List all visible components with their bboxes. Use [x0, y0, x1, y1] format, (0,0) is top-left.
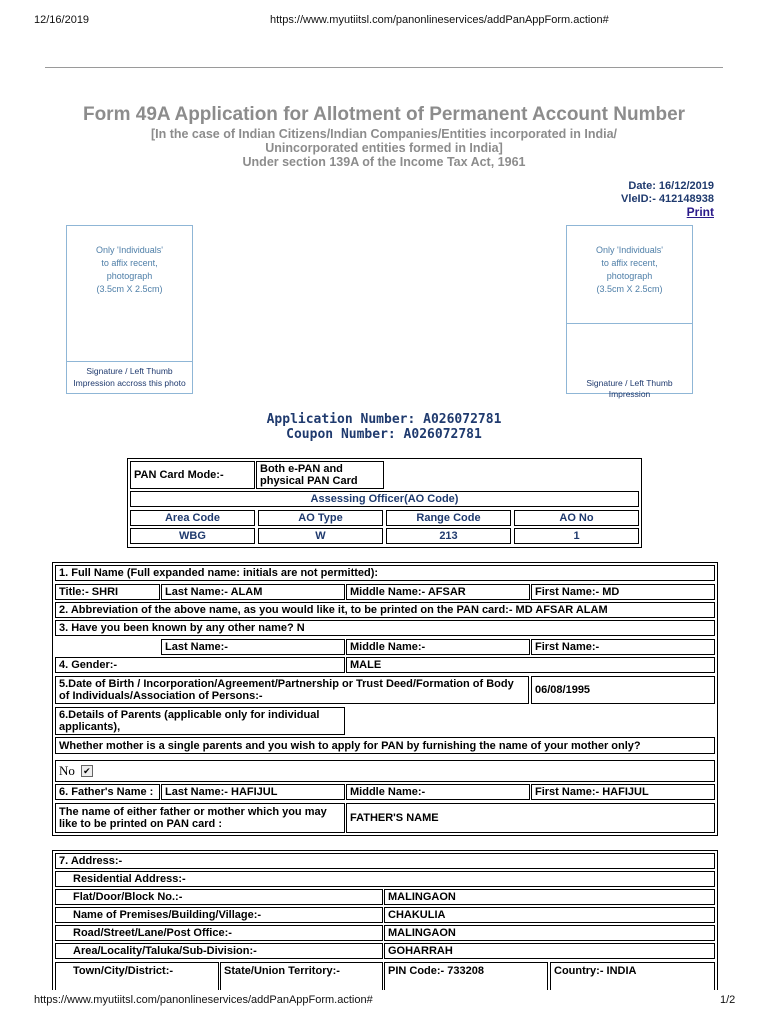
ao-value-ao-type: W	[258, 528, 383, 544]
left-photo-line-1: Only 'Individuals'	[96, 245, 163, 255]
q4-gender-value: MALE	[346, 657, 715, 673]
ao-header-area-code: Area Code	[130, 510, 255, 526]
single-parent-question: Whether mother is a single parents and you wish to apply for PAN by furnishing the name of your mother only?	[55, 737, 715, 754]
form-subtitle-3: Under section 139A of the Income Tax Act, 1961	[242, 155, 526, 169]
left-sig-line-1: Signature / Left Thumb	[86, 366, 173, 376]
title-field: Title:- SHRI	[55, 584, 160, 600]
q3-other-name: 3. Have you been known by any other name? N	[55, 620, 715, 636]
footer-url: https://www.myutiitsl.com/panonlineservices/addPanAppForm.action#	[34, 994, 373, 1006]
ao-header-ao-no: AO No	[514, 510, 639, 526]
first-name-field: First Name:- MD	[531, 584, 715, 600]
father-middle-name: Middle Name:-	[346, 784, 530, 800]
left-sig-line-2: Impression accross this photo	[73, 378, 186, 388]
pan-mode-value: Both e-PAN and physical PAN Card	[256, 461, 384, 489]
q1-full-name: 1. Full Name (Full expanded name: initials are not permitted):	[55, 565, 715, 581]
date-vleid-block	[621, 180, 714, 220]
ao-header-range-code: Range Code	[386, 510, 511, 526]
fathers-name-label: 6. Father's Name :	[55, 784, 160, 800]
middle-name-field: Middle Name:- AFSAR	[346, 584, 530, 600]
father-first-name: First Name:- HAFIJUL	[531, 784, 715, 800]
footer-page-number: 1/2	[720, 994, 736, 1006]
right-photo-line-3: photograph	[606, 271, 653, 281]
ao-heading: Assessing Officer(AO Code)	[130, 491, 639, 507]
left-photo-line-2: to affix recent,	[101, 258, 158, 268]
ao-value-area-code: WBG	[130, 528, 255, 544]
right-photo-line-4: (3.5cm X 2.5cm)	[596, 284, 663, 294]
q2-abbreviation: 2. Abbreviation of the above name, as you would like it, to be printed on the PAN card:- MD AFSAR ALAM	[55, 602, 715, 618]
left-photo-box	[66, 225, 193, 394]
area-locality-value: GOHARRAH	[384, 943, 715, 959]
single-parent-checkbox[interactable]: ✔	[81, 765, 93, 777]
right-photo-divider	[567, 323, 692, 324]
application-number: Application Number: A026072781	[266, 412, 502, 427]
pan-mode-label: PAN Card Mode:-	[130, 461, 255, 489]
form-subtitle-1: [In the case of Indian Citizens/Indian Companies/Entities incorporated in India/	[150, 127, 618, 141]
ao-header-ao-type: AO Type	[258, 510, 383, 526]
premises-value: CHAKULIA	[384, 907, 715, 923]
ao-value-range-code: 213	[386, 528, 511, 544]
ao-value-ao-no: 1	[514, 528, 639, 544]
print-parent-value: FATHER'S NAME	[346, 803, 715, 833]
q4-gender-label: 4. Gender:-	[55, 657, 345, 673]
print-parent-question: The name of either father or mother which you may like to be printed on PAN card :	[55, 803, 345, 833]
right-photo-line-1: Only 'Individuals'	[596, 245, 663, 255]
header-rule	[45, 67, 723, 68]
print-url: https://www.myutiitsl.com/panonlineservices/addPanAppForm.action#	[270, 14, 609, 26]
form-subtitle-2: Unincorporated entities formed in India]	[265, 141, 503, 155]
town-city-label: Town/City/District:-	[55, 962, 219, 990]
q5-dob-value: 06/08/1995	[531, 676, 715, 704]
q3-last-name: Last Name:-	[161, 639, 345, 655]
residential-address-label: Residential Address:-	[55, 871, 715, 887]
flat-door-value: MALINGAON	[384, 889, 715, 905]
right-sig-line-1: Signature / Left Thumb Impression	[586, 378, 673, 399]
area-locality-label: Area/Locality/Taluka/Sub-Division:-	[55, 943, 383, 959]
road-street-value: MALINGAON	[384, 925, 715, 941]
q3-middle-name: Middle Name:-	[346, 639, 530, 655]
premises-label: Name of Premises/Building/Village:-	[55, 907, 383, 923]
print-link[interactable]: Print	[686, 205, 714, 219]
state-label: State/Union Territory:-	[220, 962, 383, 990]
right-photo-line-2: to affix recent,	[601, 258, 658, 268]
father-last-name: Last Name:- HAFIJUL	[161, 784, 345, 800]
left-photo-divider	[67, 361, 192, 362]
form-title: Form 49A Application for Allotment of Permanent Account Number	[82, 104, 686, 125]
q3-first-name: First Name:-	[531, 639, 715, 655]
q7-address: 7. Address:-	[55, 853, 715, 869]
country: Country:- INDIA	[550, 962, 715, 990]
print-date: 12/16/2019	[34, 14, 90, 26]
single-parent-answer: No	[59, 763, 75, 778]
flat-door-label: Flat/Door/Block No.:-	[55, 889, 383, 905]
road-street-label: Road/Street/Lane/Post Office:-	[55, 925, 383, 941]
form-date: Date: 16/12/2019	[628, 180, 714, 192]
single-parent-answer-row	[55, 760, 715, 782]
q5-dob-label: 5.Date of Birth / Incorporation/Agreement/Partnership or Trust Deed/Formation of Body of Individuals/Association of Persons:-	[55, 676, 529, 704]
last-name-field: Last Name:- ALAM	[161, 584, 345, 600]
vle-id: VleID:- 412148938	[621, 193, 714, 205]
q6-parents-label: 6.Details of Parents (applicable only for individual applicants),	[55, 707, 345, 735]
coupon-number: Coupon Number: A026072781	[286, 427, 482, 442]
right-photo-box	[566, 225, 693, 399]
left-photo-line-4: (3.5cm X 2.5cm)	[96, 284, 163, 294]
left-photo-line-3: photograph	[106, 271, 153, 281]
pin-code: PIN Code:- 733208	[384, 962, 548, 990]
